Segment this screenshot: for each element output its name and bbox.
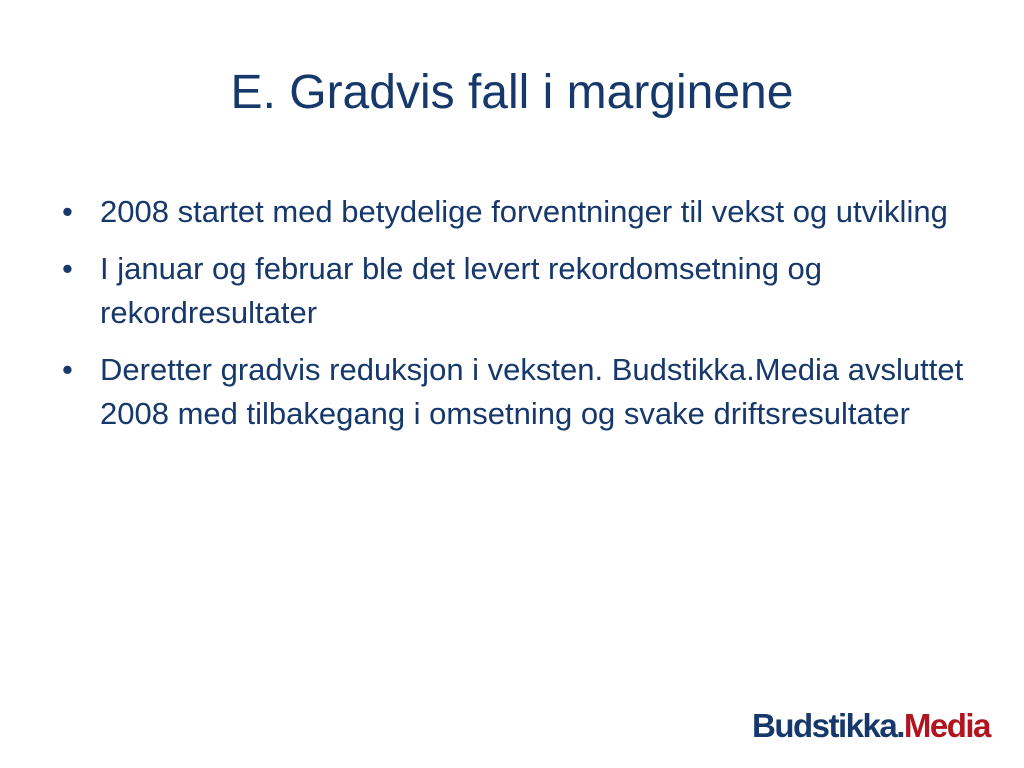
logo-separator: . [896, 707, 904, 744]
logo-text-budstikka: Budstikka [752, 707, 897, 744]
bullet-text: I januar og februar ble det levert rekordomsetning og rekordresultater [100, 251, 823, 330]
bullet-item [60, 247, 970, 335]
bullet-item [60, 348, 970, 436]
logo-text-media: Media [903, 707, 990, 744]
bullet-item [60, 190, 970, 234]
bullet-text: Deretter gradvis reduksjon i veksten. Budstikka.Media avsluttet 2008 med tilbakegang i omsetning og svake driftsresultater [100, 352, 964, 431]
budstikka-media-logo [752, 705, 990, 747]
bullet-marker: • [62, 194, 73, 229]
bullet-list [60, 190, 970, 449]
bullet-marker: • [62, 352, 73, 387]
bullet-marker: • [62, 251, 73, 286]
bullet-text: 2008 startet med betydelige forventninger til vekst og utvikling [100, 194, 948, 229]
slide-title: E. Gradvis fall i marginene [230, 66, 794, 119]
